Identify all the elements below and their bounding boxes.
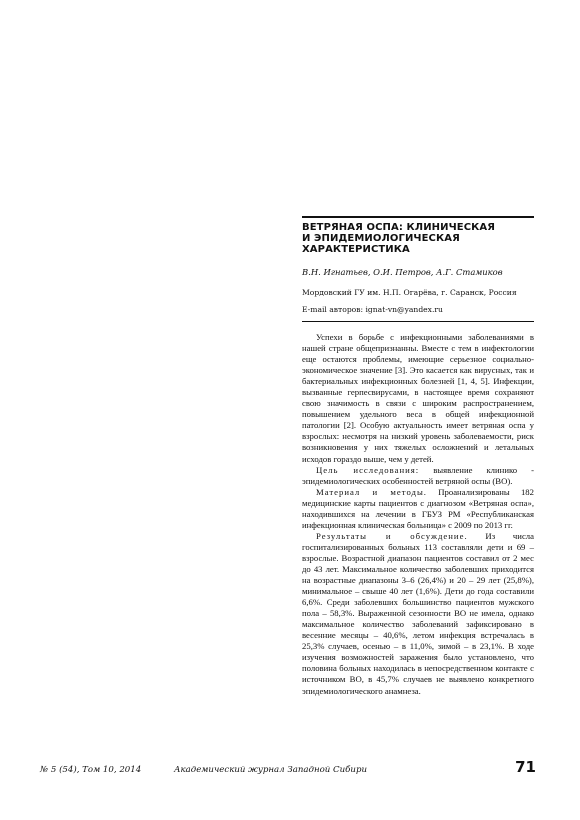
paragraph-methods	[302, 487, 534, 531]
article-title	[302, 222, 534, 255]
results-text: Из числа госпитализированных больных 113 составляли дети и 69 – взрослые. Возрастной диапазон пациентов составил от 2 мес до 43 лет. Максимальное количество заболевших приходится на возрастные диапазоны 3–6 (26,4%) и 20 – 29 лет (25,8%), минимальное – свыше 40 лет (1,6%). Дети до года составили 6,6%. Среди заболевших большинство пациентов мужского пола – 58,3%. Выраженной сезонности ВО не имела, однако максимальное количество заболеваний зафиксировано в весенние месяцы – 40,6%, летом инфекция встречалась в 25,3% случаев, осенью – в 11,0%, зимой – в 23,1%. В ходе изучения возможностей заражения было установлено, что половина больных находилась в непосредственном контакте с источником ВО, в 45,7% случаев не выявлено конкретного эпидемиологического анамнеза.	[302, 530, 534, 696]
results-lead: Результаты и обсуждение.	[316, 530, 468, 541]
title-top-rule	[302, 216, 534, 218]
paragraph-aim	[302, 465, 534, 487]
title-line-3: ХАРАКТЕРИСТИКА	[302, 244, 410, 255]
methods-text: Проанализированы 182 медицинские карты пациентов с диагнозом «Ветряная оспа», находившихся на лечении в ГБУЗ РМ «Республиканская инфекционная клиническая больница» с 2009 по 2013 гг.	[302, 486, 534, 530]
article-affiliation: Мордовский ГУ им. Н.П. Огарёва, г. Саранск, Россия	[302, 288, 517, 297]
article-body	[302, 332, 534, 697]
article-block	[302, 216, 534, 697]
methods-lead: Материал и методы.	[316, 486, 427, 497]
paragraph-results	[302, 531, 534, 697]
title-line-2: И ЭПИДЕМИОЛОГИЧЕСКАЯ	[302, 233, 460, 244]
footer-issue: № 5 (54), Том 10, 2014	[40, 765, 142, 775]
page-footer	[40, 758, 536, 778]
title-line-1: ВЕТРЯНАЯ ОСПА: КЛИНИЧЕСКАЯ	[302, 222, 496, 233]
footer-journal: Академический журнал Западной Сибири	[174, 765, 367, 775]
header-bottom-rule	[302, 321, 534, 322]
paragraph-intro: Успехи в борьбе с инфекционными заболеваниями в нашей стране общепризнанны. Вместе с тем в инфектологии еще остаются проблемы, имеющие серьезное социально-экономическое значение [3]. Это касается как вирусных, так и бактериальных инфекционных болезней [1, 4, 5]. Инфекции, вызванные герпесвирусами, в настоящее время сохраняют свою значимость в связи с широким распространением, повышением удельного веса в общей инфекционной патологии [2]. Особую актуальность имеет ветряная оспа у взрослых: несмотря на низкий уровень заболеваемости, риск возникновения у них тяжелых осложнений и летальных исходов гораздо выше, чем у детей.	[302, 332, 534, 464]
page-number: 71	[515, 758, 536, 776]
article-authors: В.Н. Игнатьев, О.И. Петров, А.Г. Стамиков	[302, 267, 503, 277]
author-email: E-mail авторов: ignat-vn@yandex.ru	[302, 305, 443, 314]
aim-lead: Цель исследования:	[316, 464, 420, 475]
aim-text: выявление клинико - эпидемиологических особенностей ветряной оспы (ВО).	[302, 464, 534, 486]
